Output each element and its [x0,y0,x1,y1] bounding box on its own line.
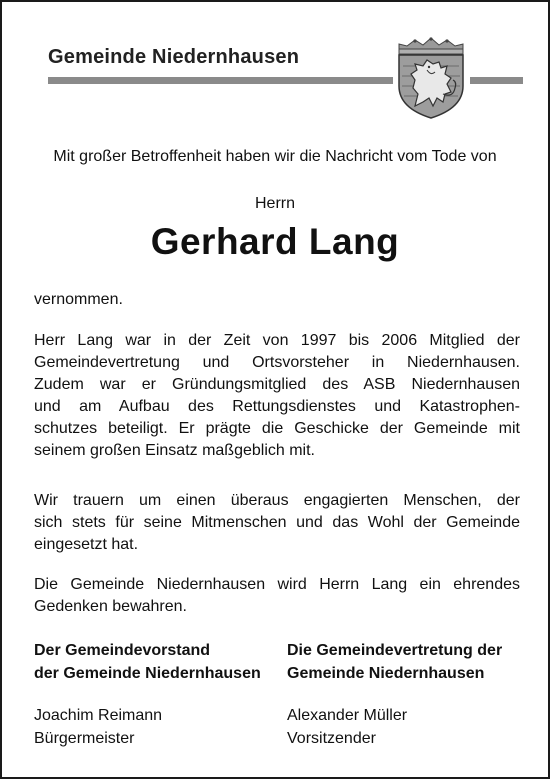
text-line: und am Aufbau des Rettungsdienstes und Katastrophen- [34,398,520,415]
text-line: seinem großen Einsatz maßgeblich mit. [34,442,315,459]
signature-body-left [34,639,261,685]
text-line: Herr Lang war in der Zeit von 1997 bis 2006 Mitglied der [34,332,520,349]
received-text [34,289,520,311]
deceased-name: Gerhard Lang [150,221,400,262]
intro-text: Mit großer Betroffenheit haben wir die Nachricht vom Tode von [53,148,497,165]
signature-body-line: der Gemeinde Niedernhausen [34,665,261,682]
text-line: Gemeindevertretung und Ortsvorsteher in Niedernhausen. [34,354,520,371]
text-line: eingesetzt hat. [34,536,139,553]
signatory-role: Bürgermeister [34,730,135,747]
text-line: schutzes beteiligt. Er prägte die Geschicke der Gemeinde mit [34,420,520,437]
signature-body-line: Die Gemeindevertretung der [287,642,503,659]
text-line: Zudem war er Gründungsmitglied des ASB Niedernhausen [34,376,520,393]
salutation: Herrn [254,195,295,212]
coat-of-arms-lion-icon [393,36,469,120]
text-line: Wir trauern um einen überaus engagierten Menschen, der [34,492,520,509]
signature-body-line: Der Gemeindevorstand [34,642,211,659]
text-line: vernommen. [34,291,123,308]
memory-paragraph [34,574,520,618]
text-line: Die Gemeinde Niedernhausen wird Herrn Lang ein ehrendes [34,576,520,593]
signature-body-line: Gemeinde Niedernhausen [287,665,485,682]
notice-header [2,2,548,127]
signatory-name: Alexander Müller [287,707,408,724]
header-divider-left [48,77,393,84]
signatory-name: Joachim Reimann [34,707,163,724]
mourning-paragraph [34,490,520,556]
signatory-role: Vorsitzender [287,730,376,747]
signature-body-right [287,639,502,685]
signatory-left [34,704,162,750]
biography-paragraph [34,330,520,462]
text-line: Gedenken bewahren. [34,598,187,615]
header-divider-right [470,77,523,84]
org-title: Gemeinde Niedernhausen [48,46,300,68]
text-line: sich stets für seine Mitmenschen und das Wohl der Gemeinde [34,514,520,531]
signatory-right [287,704,407,750]
